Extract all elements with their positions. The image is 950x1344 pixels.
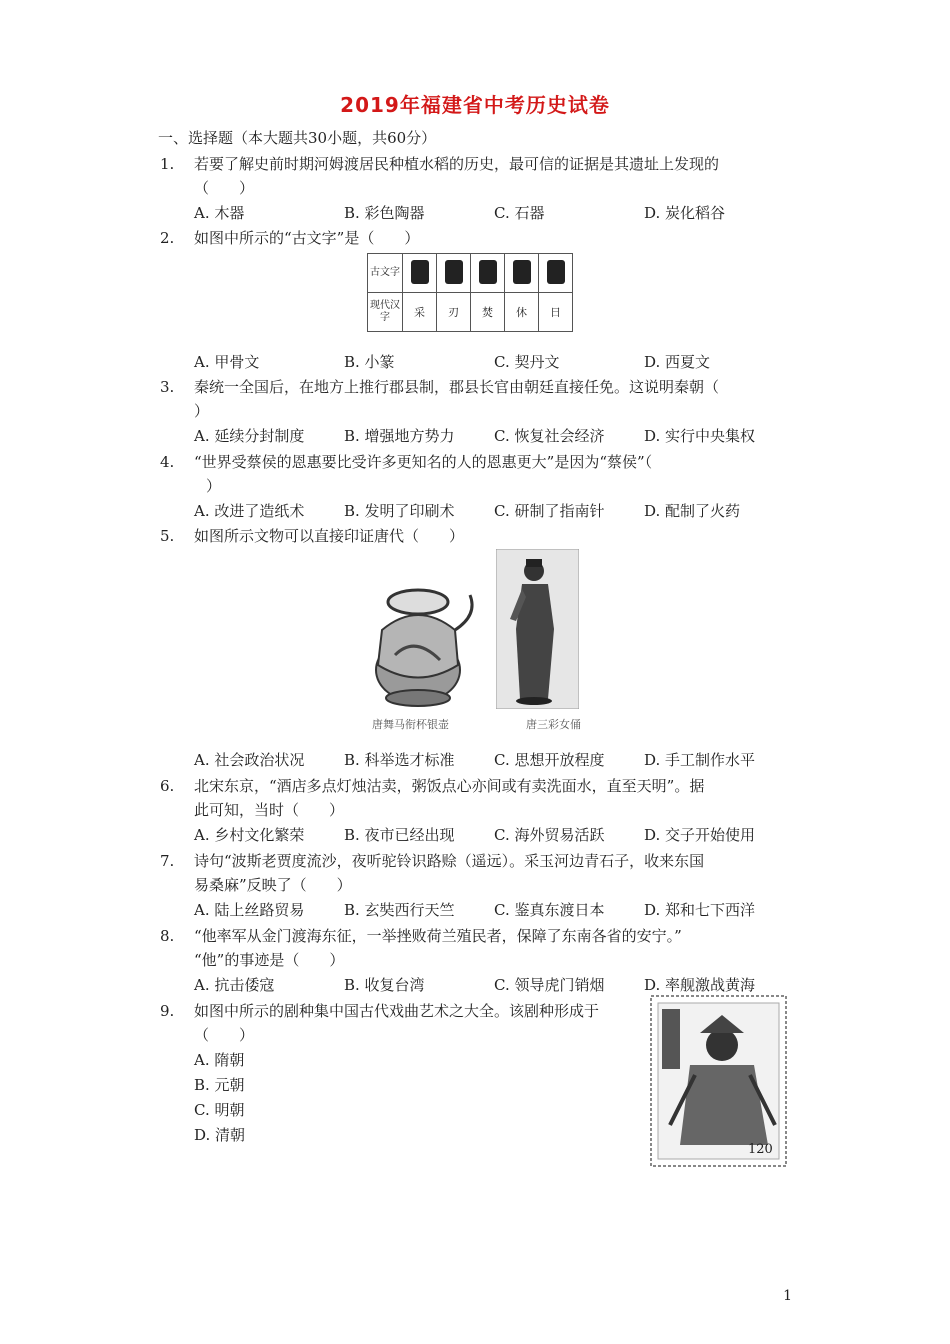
ancient-glyph xyxy=(547,260,565,284)
option-a: A. 木器 xyxy=(194,204,245,222)
option-c: C. 契丹文 xyxy=(494,353,560,371)
question-stem: “世界受蔡侯的恩惠要比受许多更知名的人的恩惠更大”是因为“蔡侯”（ xyxy=(194,453,653,471)
option-d: D. 郑和七下西洋 xyxy=(644,901,756,919)
question-number: 2. xyxy=(160,229,175,247)
ancient-glyph xyxy=(513,260,531,284)
tang-figurine-image xyxy=(496,549,579,709)
option-d: D. 配制了火药 xyxy=(644,502,741,520)
modern-char: 休 xyxy=(505,293,539,332)
question-number: 6. xyxy=(160,777,175,795)
table-header: 现代汉字 xyxy=(368,293,403,332)
modern-char: 焚 xyxy=(471,293,505,332)
section-heading: 一、选择题（本大题共30小题，共60分） xyxy=(158,129,437,147)
question-stem: 北宋东京，“酒店多点灯烛沽卖，粥饭点心亦间或有卖洗面水，直至天明”。据 xyxy=(194,777,705,795)
modern-char: 刃 xyxy=(437,293,471,332)
option-b: B. 科举选才标准 xyxy=(344,751,455,769)
option-c: C. 领导虎门销烟 xyxy=(494,976,605,994)
question-stem-cont: 易桑麻”反映了（ ） xyxy=(194,876,352,894)
option-d: D. 实行中央集权 xyxy=(644,427,756,445)
option-a: A. 甲骨文 xyxy=(194,353,260,371)
option-a: A. 抗击倭寇 xyxy=(194,976,275,994)
image-caption: 唐舞马衔杯银壶 xyxy=(372,718,449,731)
question-stem: “他率军从金门渡海东征，一举挫败荷兰殖民者，保障了东南各省的安宁。” xyxy=(194,927,682,945)
question-stem-cont: （ ） xyxy=(194,1026,255,1044)
option-a: A. 社会政治状况 xyxy=(194,751,305,769)
ancient-glyph xyxy=(445,260,463,284)
question-number: 1. xyxy=(160,155,175,173)
question-number: 7. xyxy=(160,852,175,870)
question-stem: 若要了解史前时期河姆渡居民种植水稻的历史，最可信的证据是其遗址上发现的 xyxy=(194,155,720,173)
question-number: 8. xyxy=(160,927,175,945)
image-caption: 唐三彩女俑 xyxy=(526,718,581,731)
ancient-glyph xyxy=(479,260,497,284)
option-c: C. 石器 xyxy=(494,204,545,222)
silver-pot-image xyxy=(360,570,480,710)
option-d: D. 炭化稻谷 xyxy=(644,204,726,222)
option-b: B. 小篆 xyxy=(344,353,395,371)
option-c: C. 鉴真东渡日本 xyxy=(494,901,605,919)
option-a: A. 延续分封制度 xyxy=(194,427,305,445)
question-stem-cont: （ ） xyxy=(194,179,255,197)
option-b: B. 夜市已经出现 xyxy=(344,826,455,844)
option-c: C. 明朝 xyxy=(194,1101,245,1119)
option-d: D. 清朝 xyxy=(194,1126,246,1144)
question-stem: 如图中所示的“古文字”是（ ） xyxy=(194,229,420,247)
option-d: D. 手工制作水平 xyxy=(644,751,756,769)
opera-stamp-image xyxy=(650,995,787,1167)
option-a: A. 乡村文化繁荣 xyxy=(194,826,305,844)
option-d: D. 西夏文 xyxy=(644,353,711,371)
option-c: C. 海外贸易活跃 xyxy=(494,826,605,844)
option-d: D. 率舰激战黄海 xyxy=(644,976,756,994)
question-stem-cont: “他”的事迹是（ ） xyxy=(194,951,345,969)
ancient-script-table xyxy=(367,253,573,332)
option-b: B. 收复台湾 xyxy=(344,976,425,994)
question-stem-cont: ） xyxy=(194,402,210,420)
question-stem: 如图所示文物可以直接印证唐代（ ） xyxy=(194,527,465,545)
question-number: 3. xyxy=(160,378,175,396)
question-number: 4. xyxy=(160,453,175,471)
modern-char: 采 xyxy=(403,293,437,332)
option-a: A. 隋朝 xyxy=(194,1051,245,1069)
option-b: B. 增强地方势力 xyxy=(344,427,455,445)
ancient-glyph xyxy=(411,260,429,284)
option-b: B. 发明了印刷术 xyxy=(344,502,455,520)
option-a: A. 改进了造纸术 xyxy=(194,502,305,520)
page-title: 2019年福建省中考历史试卷 xyxy=(340,93,610,117)
option-b: B. 元朝 xyxy=(194,1076,245,1094)
question-stem: 如图中所示的剧种集中国古代戏曲艺术之大全。该剧种形成于 xyxy=(194,1002,600,1020)
question-number: 9. xyxy=(160,1002,175,1020)
option-b: B. 玄奘西行天竺 xyxy=(344,901,455,919)
question-number: 5. xyxy=(160,527,175,545)
option-b: B. 彩色陶器 xyxy=(344,204,425,222)
option-a: A. 陆上丝路贸易 xyxy=(194,901,305,919)
stamp-value: 120 xyxy=(748,1142,773,1157)
page-number: 1 xyxy=(783,1288,792,1304)
table-header: 古文字 xyxy=(368,254,403,293)
question-stem: 秦统一全国后，在地方上推行郡县制，郡县长官由朝廷直接任免。这说明秦朝（ xyxy=(194,378,720,396)
option-c: C. 恢复社会经济 xyxy=(494,427,605,445)
question-stem-cont: 此可知，当时（ ） xyxy=(194,801,345,819)
question-stem-cont: ） xyxy=(206,477,222,495)
modern-char: 日 xyxy=(539,293,573,332)
option-c: C. 研制了指南针 xyxy=(494,502,605,520)
question-stem: 诗句“波斯老贾度流沙，夜听驼铃识路赊（遥远）。采玉河边青石子，收来东国 xyxy=(194,852,705,870)
option-c: C. 思想开放程度 xyxy=(494,751,605,769)
option-d: D. 交子开始使用 xyxy=(644,826,756,844)
